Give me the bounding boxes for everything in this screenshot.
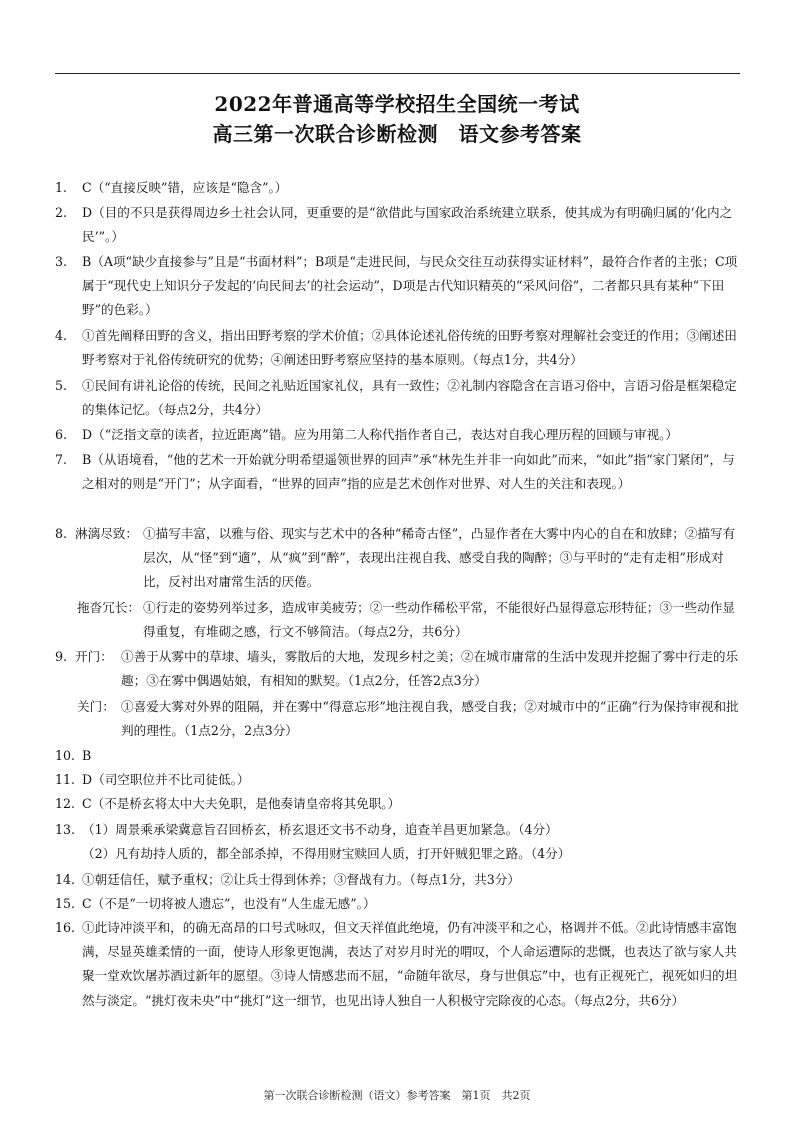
item-text: D（司空职位并不比司徒低。） xyxy=(82,772,250,787)
item-number: 6. xyxy=(55,427,68,442)
q9-b-text: ①喜爱大雾对外界的阻隔，并在雾中“得意忘形”地注视自我，感受自我；②对城市中的“正确”行为保持审视和批判的理性。（1点2分，2点3分） xyxy=(121,699,739,739)
item-number: 14. xyxy=(55,872,76,887)
answer-item-11 xyxy=(55,768,740,792)
item-text: B xyxy=(82,748,92,763)
answer-item-14 xyxy=(55,868,740,892)
q9-b-label: 关门： xyxy=(77,699,115,714)
item-text: ①首先阐释田野的含义，指出田野考察的学术价值；②具体论述礼俗传统的田野考察对理解社会变迁的作用；③阐述田野考察对于礼俗传统研究的优势；④阐述田野考察应坚持的基本原则。（每点1分，共4分） xyxy=(82,328,737,368)
answer-item-9 xyxy=(55,645,740,693)
item-number: 10. xyxy=(55,748,76,763)
answer-item-2 xyxy=(55,201,740,249)
q8-a-label: 淋漓尽致： xyxy=(75,526,138,541)
answer-item-10 xyxy=(55,744,740,768)
answer-item-3 xyxy=(55,250,740,323)
answer-item-1 xyxy=(55,176,740,200)
item-number: 3. xyxy=(55,254,68,269)
item-number: 13. xyxy=(55,822,76,837)
answer-key-title: 高三第一次联合诊断检测 语文参考答案 xyxy=(212,122,582,146)
item-number: 4. xyxy=(55,328,68,343)
item-text: B（从语境看，“他的艺术一开始就分明希望遥领世界的回声”承“林先生并非一向如此”而来，“如此”指“家门紧闭”，与之相对的则是“开门”；从字面看，“世界的回声”指的应是艺术创作对世界、对人生的关注和表现。） xyxy=(82,452,735,492)
q13-line-2: （2）凡有劫持人质的，都全部杀掉，不得用财宝赎回人质，打开奸贼犯罪之路。（4分） xyxy=(82,846,571,862)
item-number: 9. xyxy=(55,649,68,664)
exam-title: 2022年普通高等学校招生全国统一考试 xyxy=(214,92,580,116)
top-rule xyxy=(55,73,740,74)
item-number: 16. xyxy=(55,920,76,935)
answer-item-15 xyxy=(55,892,740,916)
answer-item-9b xyxy=(55,695,740,743)
item-number: 1. xyxy=(55,180,68,195)
q13-line-1: （1）周景乘承梁冀意旨召回桥玄，桥玄退还文书不动身，追查羊昌更加紧急。（4分） xyxy=(82,822,558,837)
item-text: D（目的不只是获得周边乡土社会认同，更重要的是“欲借此与国家政治系统建立联系，使其成为有明确归属的‘化内之民’”。） xyxy=(82,205,733,245)
q9-a-label: 开门： xyxy=(75,649,113,664)
item-text: D（“泛指文章的读者，拉近距离”错。应为用第二人称代指作者自己，表达对自我心理历程的回顾与审视。） xyxy=(82,427,678,442)
item-number: 5. xyxy=(55,378,68,393)
answer-item-16 xyxy=(55,916,740,1013)
item-number: 12. xyxy=(55,796,76,811)
item-text: ①民间有讲礼论俗的传统，民间之礼贴近国家礼仪，具有一致性；②礼制内容隐含在言语习俗中，言语习俗是框架稳定的集体记忆。（每点2分，共4分） xyxy=(82,378,737,418)
item-number: 2. xyxy=(55,205,68,220)
answer-item-13 xyxy=(55,818,740,866)
answer-item-12 xyxy=(55,792,740,816)
item-text: C（不是“一切将被人遗忘”，也没有“人生虚无感”。） xyxy=(82,896,376,911)
item-number: 15. xyxy=(55,896,76,911)
item-text: ①此诗冲淡平和，的确无高昂的口号式咏叹，但文天祥值此绝境，仍有冲淡平和之心，格调并不低。②此诗情感丰富饱满，尽显英雄柔情的一面，使诗人形象更饱满，表达了对岁月时光的喟叹，个人命运遭际的悲慨，也表达了欲与家人共聚一堂欢饮屠苏酒过新年的愿望。③诗人情感悲而不屈，“命随年欲尽，身与世俱忘”中，也有正视死亡，视死如归的坦然与淡定。“挑灯夜未央”中“挑灯”这一细节，也见出诗人独自一人积极守完除夜的心态。（每点2分，共6分） xyxy=(82,920,738,1008)
item-text: B（A项“缺少直接参与”且是“书面材料”；B项是“走进民间，与民众交往互动获得实证材料”，最符合作者的主张；C项属于“现代史上知识分子发起的‘向民间去’的社会运动”，D项是古代知识精英的“采风问俗”，二者都只具有某种“下田野”的色彩。） xyxy=(82,254,738,318)
answer-item-7 xyxy=(55,448,740,496)
item-text: C（“直接反映”错，应该是“隐含”。） xyxy=(82,180,288,195)
page-footer: 第一次联合诊断检测（语文）参考答案 第1页 共2页 xyxy=(263,1089,531,1102)
q8-b-label: 拖沓冗长： xyxy=(77,600,140,615)
answer-item-4 xyxy=(55,324,740,372)
answer-item-6 xyxy=(55,423,740,447)
q8-b-text: ①行走的姿势列举过多，造成审美疲劳；②一些动作稀松平常，不能很好凸显得意忘形特征；③一些动作显得重复，有堆砌之感，行文不够简洁。（每点2分，共6分） xyxy=(143,600,735,640)
item-text: ①朝廷信任，赋予重权；②让兵士得到休养；③督战有力。（每点1分，共3分） xyxy=(82,872,520,887)
item-text: C（不是桥玄将太中大夫免职，是他奏请皇帝将其免职。） xyxy=(82,796,401,811)
answer-item-8b xyxy=(55,596,740,644)
answer-item-5 xyxy=(55,374,740,422)
q9-a-text: ①善于从雾中的草埭、墙头，雾散后的大地，发现乡村之美；②在城市庸常的生活中发现并挖掘了雾中行走的乐趣；③在雾中偶遇姑娘，有相知的默契。（1点2分，任答2点3分） xyxy=(121,649,739,689)
q8-a-text: ①描写丰富，以雅与俗、现实与艺术中的各种“稀奇古怪”，凸显作者在大雾中内心的自在和放肆；②描写有层次，从“怪”到“適”，从“疯”到“醉”，表现出注视自我、感受自我的陶醉；③与平时的“走有走相”形成对比，反衬出对庸常生活的厌倦。 xyxy=(143,526,736,590)
item-number: 7. xyxy=(55,452,68,467)
answer-item-8 xyxy=(55,522,740,595)
item-number: 11. xyxy=(55,772,76,787)
item-number: 8. xyxy=(55,526,68,541)
